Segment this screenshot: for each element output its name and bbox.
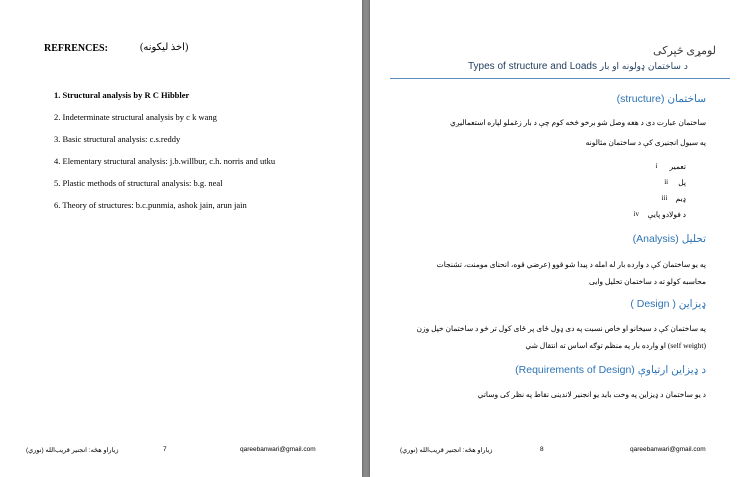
reference-item: 1. Structural analysis by R C Hibbler: [54, 90, 190, 100]
structure-paragraph: ساختمان عبارت دی د هغه وصل شو برخو څخه کوم چې د بار زغملو لپاره استعمالیږي: [450, 118, 706, 127]
example-list-item: [661, 194, 686, 203]
example-number: i: [655, 162, 658, 170]
references-title: REFRENCES:: [44, 43, 108, 54]
footer-email: qareebanwari@gmail.com: [240, 446, 316, 453]
example-text: ډیم: [675, 194, 686, 203]
example-text: تعمیر: [669, 162, 686, 171]
references-title-pashto: (اخذ لیکونه): [140, 42, 189, 53]
example-number: ii: [664, 178, 669, 186]
document-page-left: [0, 0, 362, 477]
example-list-item: [664, 178, 686, 187]
footer-author: زیاراو هڅه: انجنیر قریب‌الله (نوري): [400, 447, 493, 454]
example-number: iv: [633, 210, 639, 218]
reference-item: 5. Plastic methods of structural analysis: b.g. neal: [54, 178, 223, 188]
example-text: د فولادو پایې: [647, 210, 686, 219]
chapter-subtitle-pashto: د ساختمان ډولونه او بار: [599, 62, 688, 72]
reference-item: 2. Indeterminate structural analysis by c k wang: [54, 112, 217, 122]
footer-page-number: 7: [163, 446, 167, 453]
structure-paragraph: په سیول انجنیری کې د ساختمان مثالونه: [585, 138, 706, 147]
design-paragraph: په ساختمان کې د سیخانو او خاص نسبت په دی ډول ځای پر ځای کول تر څو د ساختمان خپل وزن: [416, 324, 706, 333]
title-divider: [390, 78, 730, 79]
example-text: پل: [678, 178, 686, 187]
document-page-right: [370, 0, 746, 477]
example-number: iii: [661, 194, 668, 202]
structure-heading: ساختمان (structure): [616, 93, 706, 105]
footer-author: زیاراو هڅه: انجنیر قریب‌الله (نوري): [26, 447, 119, 454]
example-list-item: [633, 210, 687, 219]
analysis-heading: تحلیل (Analysis): [632, 233, 706, 245]
chapter-subtitle-english: Types of structure and Loads: [468, 61, 597, 72]
footer-email: qareebanwari@gmail.com: [630, 446, 706, 453]
design-paragraph: (self weight) او وارده بار په منظم توګه اساس ته انتقال شي: [525, 341, 706, 350]
reference-item: 6. Theory of structures: b.c.punmia, ashok jain, arun jain: [54, 200, 247, 210]
chapter-title: لومړی څپرکی: [653, 45, 716, 57]
requirements-heading: د ډیزاین ارتیاوې (Requirements of Design): [515, 364, 706, 376]
analysis-paragraph: په یو ساختمان کې د وارده بار له امله د پیدا شو قوو (عرضي قوه، انحنای مومنت، تشنجات: [436, 260, 706, 269]
design-heading: ډیزاین ( Design ): [630, 298, 706, 310]
footer-page-number: 8: [540, 446, 544, 453]
example-list-item: [655, 162, 686, 171]
analysis-paragraph: محاسبه کولو ته د ساختمان تحلیل وایی: [588, 277, 706, 286]
reference-item: 4. Elementary structural analysis: j.b.willbur, c.h. norris and utku: [54, 156, 276, 166]
requirements-paragraph: د یو ساختمان د ډیزاین په وخت باید یو انجنیر لاندینی نقاط په نظر کی وساتي: [477, 390, 706, 399]
reference-item: 3. Basic structural analysis: c.s.reddy: [54, 134, 181, 144]
chapter-subtitle: [468, 61, 688, 72]
